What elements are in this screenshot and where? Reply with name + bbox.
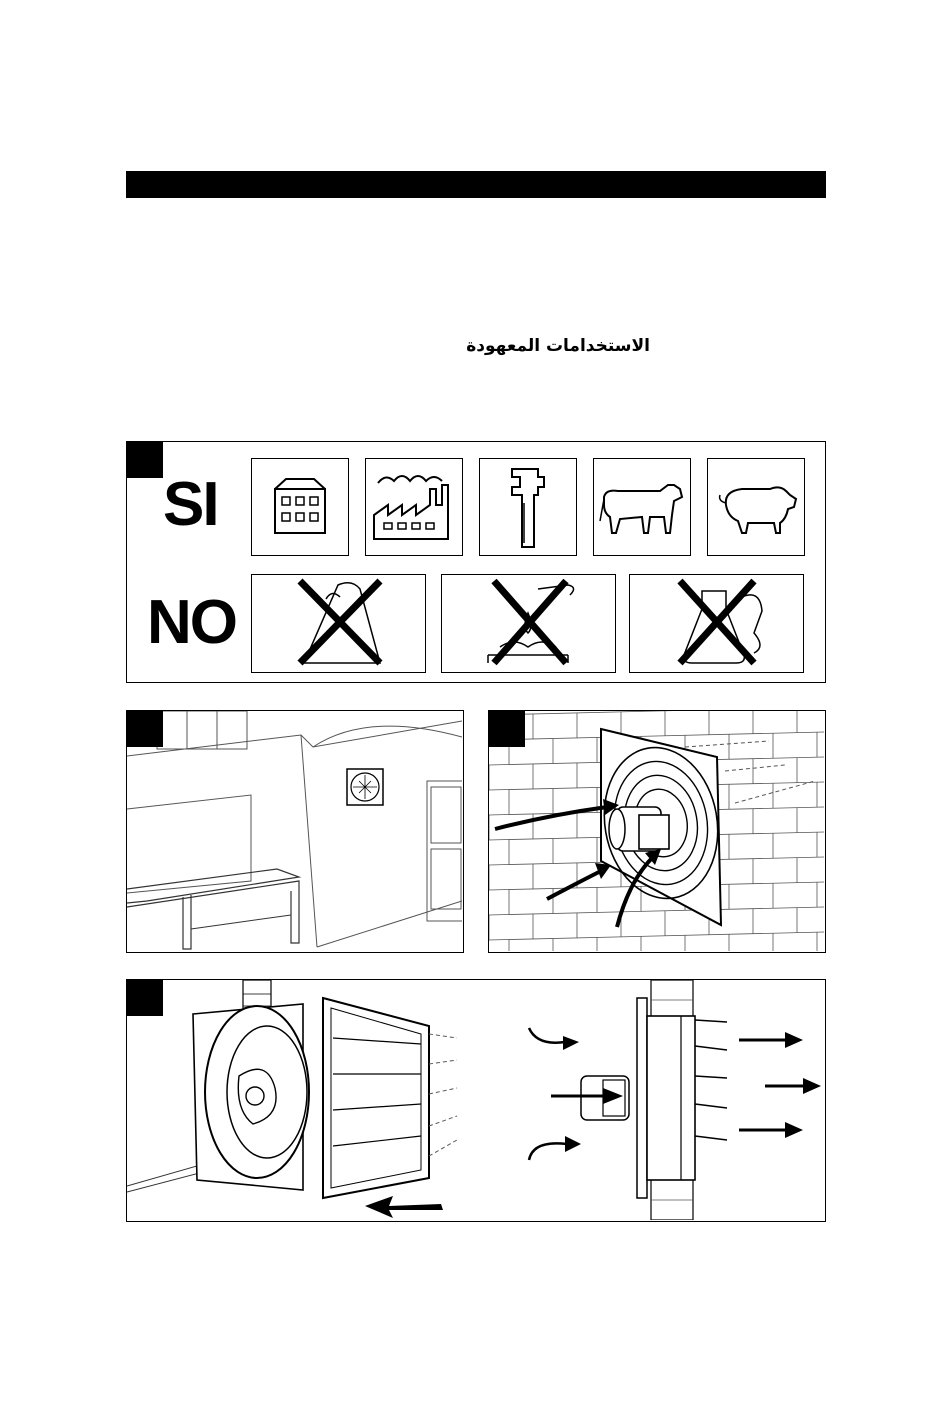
panel-marker (127, 711, 163, 747)
si-label: SI (163, 470, 218, 539)
panel-marker (489, 711, 525, 747)
fan-airflow-illustration (488, 710, 826, 953)
cow-icon (593, 458, 691, 556)
explosive-atmosphere-icon (251, 574, 426, 673)
panel-marker (127, 980, 163, 1016)
header-bar (126, 171, 826, 198)
usage-panel (126, 441, 826, 683)
arabic-heading: الاستخدامات المعهودة (466, 336, 650, 356)
panel-marker (127, 442, 163, 478)
fan-shutter-illustration (126, 979, 826, 1222)
factory-icon (365, 458, 463, 556)
pig-icon (707, 458, 805, 556)
building-icon (251, 458, 349, 556)
workshop-tool-icon (479, 458, 577, 556)
corrosive-chemical-icon (629, 574, 804, 673)
room-wall-fan-illustration (126, 710, 464, 953)
flammable-liquid-icon (441, 574, 616, 673)
no-label: NO (147, 588, 236, 657)
